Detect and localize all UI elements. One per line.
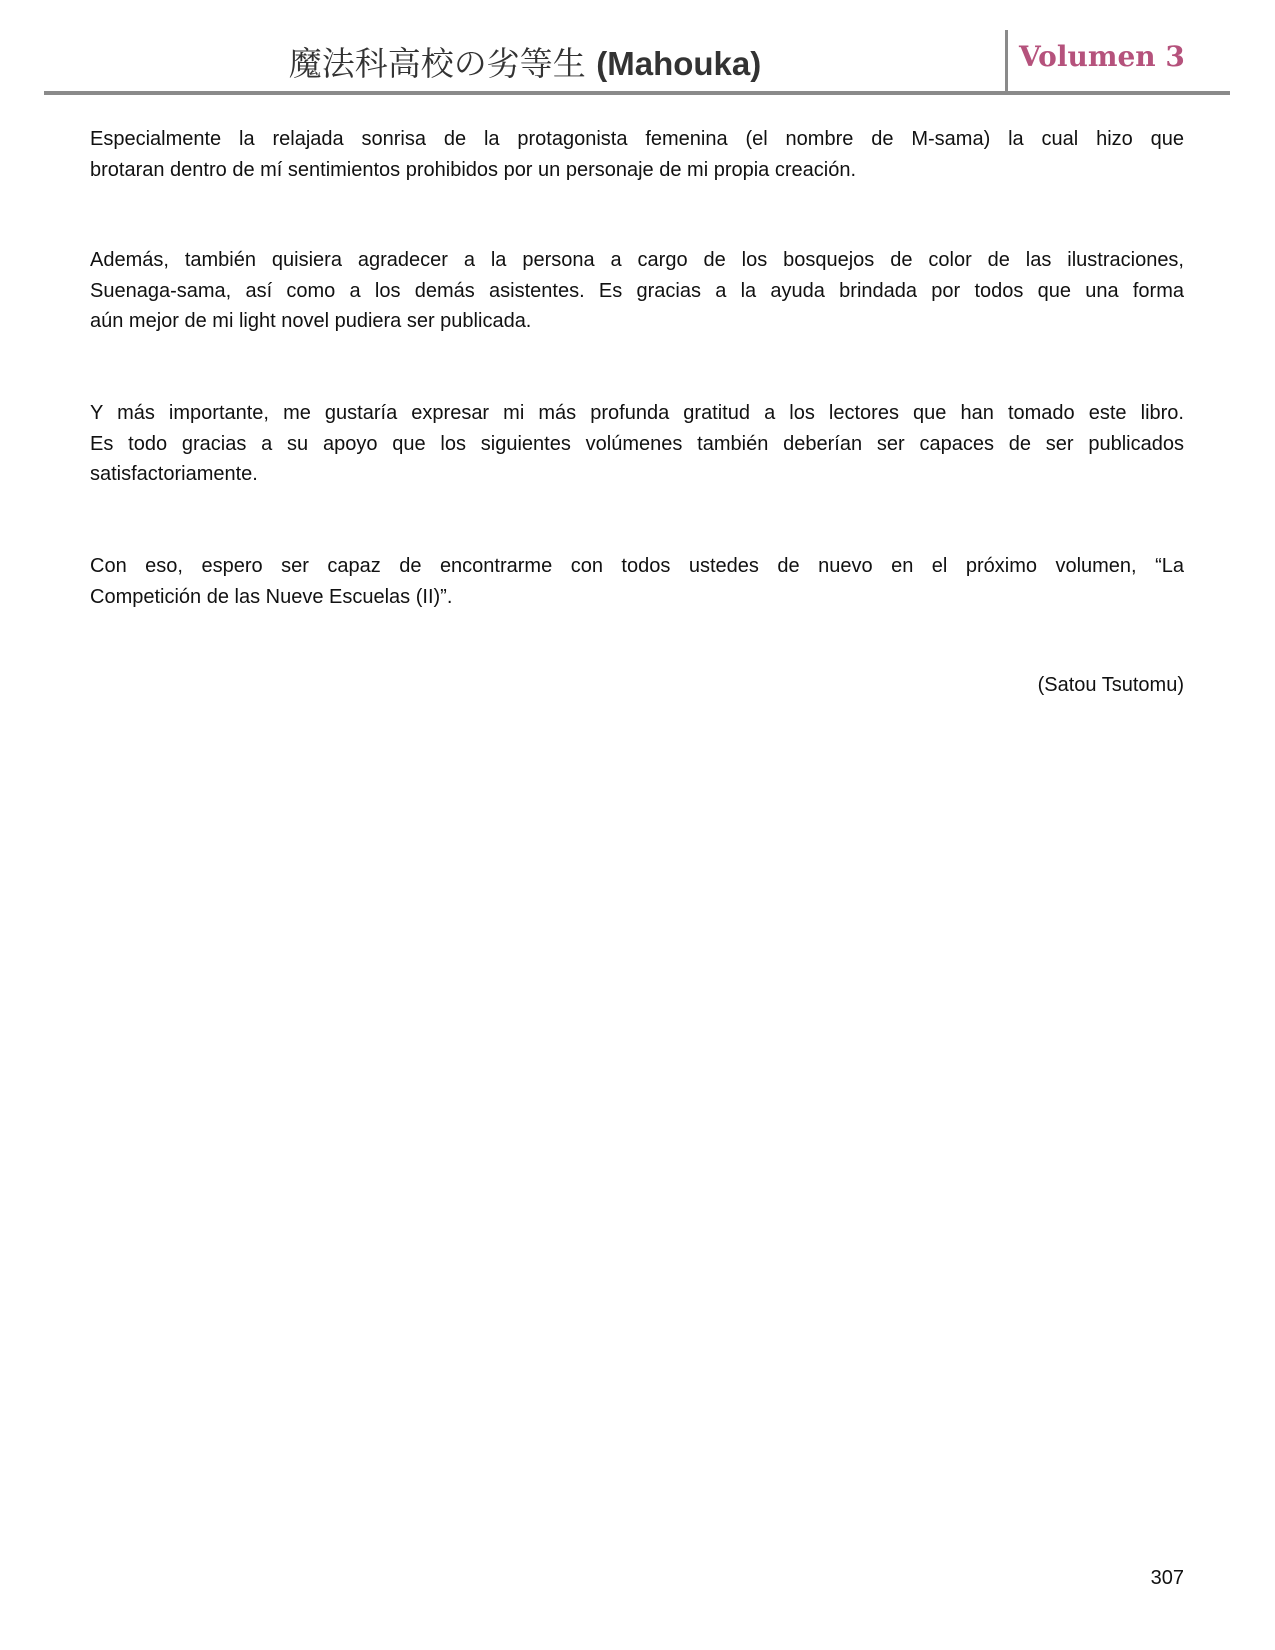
author-signature: (Satou Tsutomu): [1037, 674, 1184, 696]
book-title: [200, 38, 850, 85]
text-line: Competición de las Nueve Escuelas (II)”.: [90, 585, 453, 608]
text-line: Es todo gracias a su apoyo que los siguientes volúmenes también deberían ser capaces de ser publicados: [90, 432, 1184, 455]
paragraph-3: [90, 398, 1184, 490]
text-line: Especialmente la relajada sonrisa de la protagonista femenina (el nombre de M-sama) la cual hizo que: [90, 128, 1184, 150]
text-line: brotaran dentro de mí sentimientos prohibidos por un personaje de mi propia creación.: [90, 158, 856, 181]
header-rule: [44, 91, 1230, 95]
paragraph-1: [90, 124, 1184, 185]
paragraph-2: [90, 245, 1184, 337]
page-number: 307: [1150, 1567, 1184, 1589]
volume-label: Volumen 3: [1019, 40, 1185, 73]
text-line: Suenaga-sama, así como a los demás asistentes. Es gracias a la ayuda brindada por todos que una forma: [90, 279, 1184, 302]
title-japanese: 魔法科高校の劣等生: [288, 44, 586, 83]
paragraph-4: [90, 551, 1184, 612]
text-line: aún mejor de mi light novel pudiera ser publicada.: [90, 310, 532, 332]
text-line: Con eso, espero ser capaz de encontrarme con todos ustedes de nuevo en el próximo volumen, “La: [90, 555, 1184, 577]
title-english: (Mahouka): [596, 45, 762, 82]
text-line: Y más importante, me gustaría expresar mi más profunda gratitud a los lectores que han tomado este libro.: [90, 402, 1184, 424]
text-line: Además, también quisiera agradecer a la persona a cargo de los bosquejos de color de las ilustraciones,: [90, 249, 1184, 271]
text-line: satisfactoriamente.: [90, 463, 258, 485]
header-divider-vertical: [1005, 30, 1008, 94]
